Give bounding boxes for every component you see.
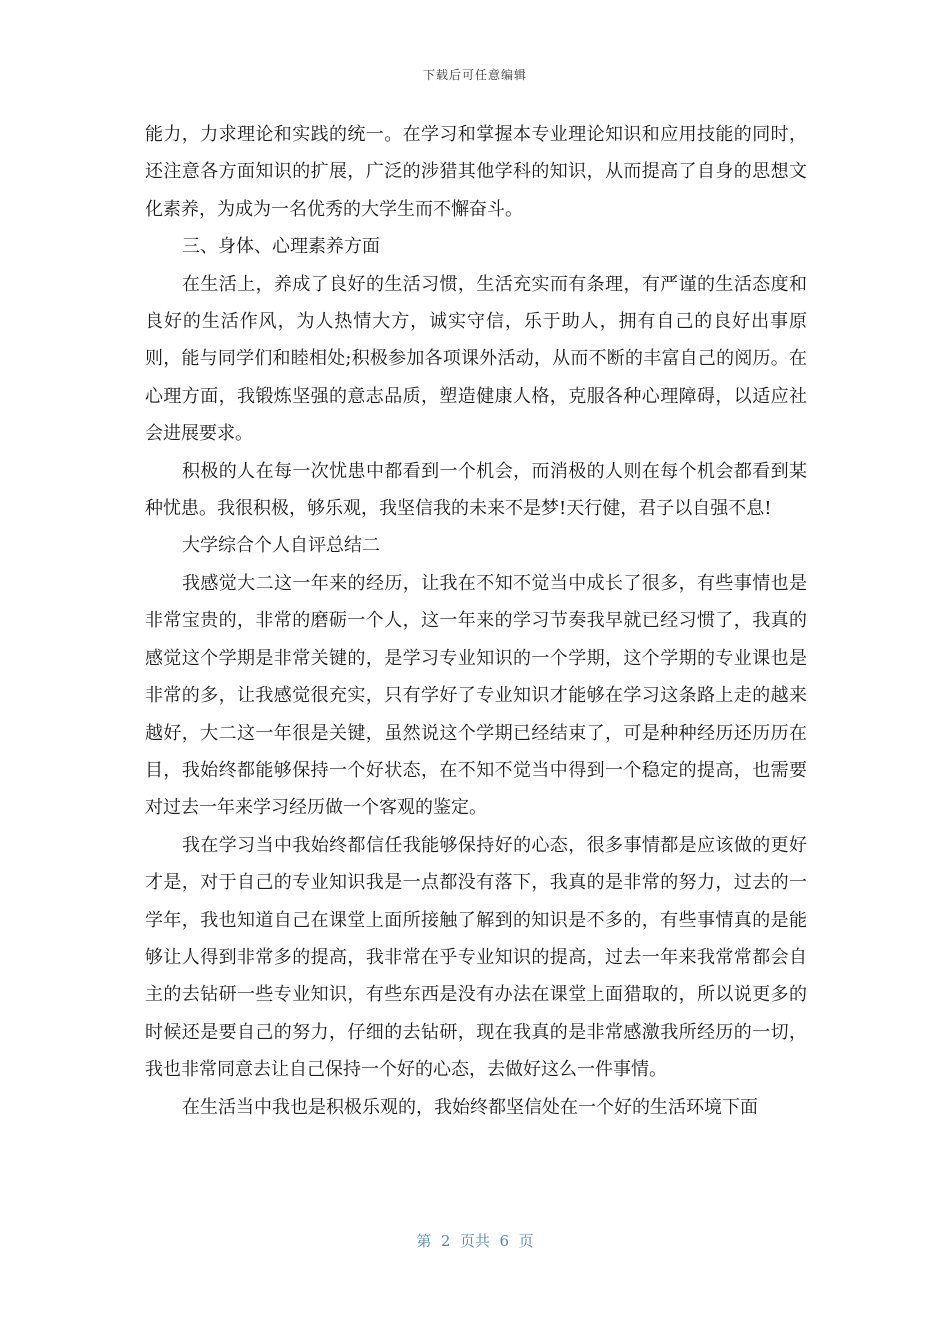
section-heading: 大学综合个人自评总结二 bbox=[182, 535, 380, 557]
paragraph: 我在学习当中我始终都信任我能够保持好的心态，很多事情都是应该做的更好才是，对于自己的专业知识我是一点都没有落下，我真的是非常的努力，过去的一学年，我也知道自己在课堂上面所接触了解到的知识是不多的，有些事情真的是能够让人得到非常多的提高，我非常在乎专业知识的提高，过去一年来我常常都会自主的去钻研一些专业知识，有些东西是没有办法在课堂上面猎取的，所以说更多的时候还是要自己的努力，仔细的去钻研，现在我真的是非常感激我所经历的一切，我也非常同意去让自己保持一个好的心态，去做好这么一件事情。 bbox=[145, 834, 807, 1081]
page-number-footer: 第 2 页共 6 页 bbox=[416, 1232, 534, 1250]
paragraph: 在生活上，养成了良好的生活习惯，生活充实而有条理，有严谨的生活态度和良好的生活作风，为人热情大方，诚实守信，乐于助人，拥有自己的良好出事原则，能与同学们和睦相处;积极参加各项课外活动，从而不断的丰富自己的阅历。在心理方面，我锻炼坚强的意志品质，塑造健康人格，克服各种心理障碍，以适应社会进展要求。 bbox=[145, 273, 807, 445]
page-header-note: 下载后可任意编辑 bbox=[422, 68, 527, 82]
paragraph: 我感觉大二这一年来的经历，让我在不知不觉当中成长了很多，有些事情也是非常宝贵的，非常的磨砺一个人，这一年来的学习节奏我早就已经习惯了，我真的感觉这个学期是非常关键的，是学习专业知识的一个学期，这个学期的专业课也是非常的多，让我感觉很充实，只有学好了专业知识才能够在学习这条路上走的越来越好，大二这一年很是关键，虽然说这个学期已经结束了，可是种种经历还历历在目，我始终都能够保持一个好状态，在不知不觉当中得到一个稳定的提高，也需要对过去一年来学习经历做一个客观的鉴定。 bbox=[145, 572, 807, 819]
paragraph: 在生活当中我也是积极乐观的，我始终都坚信处在一个好的生活环境下面 bbox=[182, 1096, 758, 1118]
paragraph: 积极的人在每一次忧患中都看到一个机会，而消极的人则在每个机会都看到某种忧患。我很积极，够乐观，我坚信我的未来不是梦!天行健，君子以自强不息! bbox=[145, 460, 807, 520]
paragraph: 能力，力求理论和实践的统一。在学习和掌握本专业理论知识和应用技能的同时，还注意各方面知识的扩展，广泛的涉猎其他学科的知识，从而提高了自身的思想文化素养，为成为一名优秀的大学生而不懈奋斗。 bbox=[145, 124, 807, 220]
document-body bbox=[145, 116, 807, 1126]
section-heading: 三、身体、心理素养方面 bbox=[182, 236, 380, 258]
